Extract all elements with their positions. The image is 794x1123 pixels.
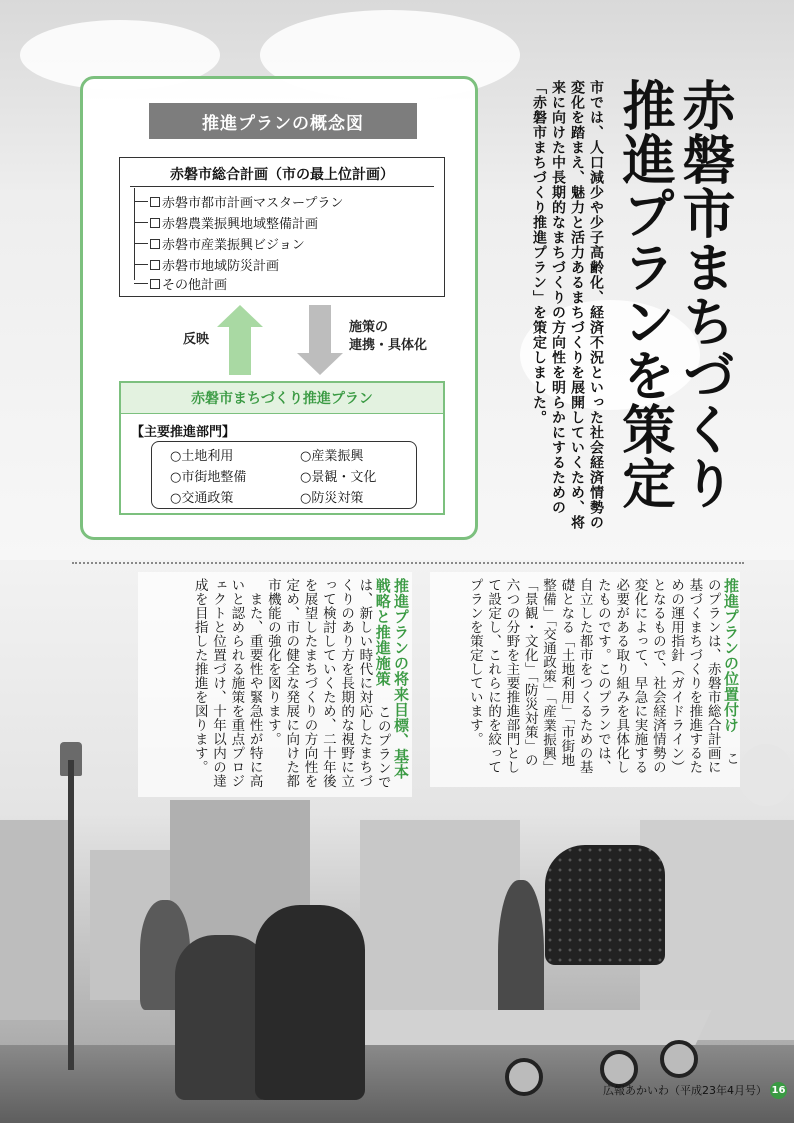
section1	[432, 578, 740, 778]
department-item: ○産業振興	[300, 449, 364, 464]
department-item: ○交通政策	[170, 491, 234, 506]
checkbox-icon	[150, 197, 160, 207]
reflect-label: 反映	[183, 332, 210, 347]
stroller	[545, 845, 665, 965]
promotion-plan-heading: 赤磐市まちづくり推進プラン	[121, 383, 443, 414]
departments-box	[151, 441, 417, 509]
comprehensive-plan-box	[119, 157, 445, 297]
department-item: ○土地利用	[170, 449, 234, 464]
department-item: ○防災対策	[300, 491, 364, 506]
plan-item: 赤磐市産業振興ビジョン	[134, 234, 305, 253]
section2	[140, 578, 410, 790]
checkbox-icon	[150, 239, 160, 249]
page-footer	[603, 1080, 787, 1100]
arrow-down-icon	[297, 305, 343, 375]
plan-item: その他計画	[134, 274, 227, 293]
comprehensive-plan-heading: 赤磐市総合計画（市の最上位計画）	[170, 167, 394, 183]
plan-item: 赤磐市都市計画マスタープラン	[134, 192, 343, 211]
plan-item: 赤磐市地域防災計画	[134, 255, 279, 274]
stroller-wheel	[660, 1040, 698, 1078]
arrow-up-icon	[217, 305, 263, 375]
plan-item: 赤磐農業振興地域整備計画	[134, 213, 318, 232]
section2-body: このプランでは、新しい時代に対応したまちづくりのあり方を長期的な視野に立って検討していくため、二十年後を展望したまちづくりの方向性を定め、市の健全な発展に向けた都市機能の強化を図ります。 また、重要性や緊急性が特に高いと認められる施策を重点プロジェクトと位置づけ、十年以内の達成を目指した推進を図ります。	[191, 578, 391, 790]
promotion-plan-box	[119, 381, 445, 515]
page-number: 16	[770, 1082, 787, 1099]
balloon	[738, 744, 794, 806]
page-title: 赤磐市まちづくり推進プランを策定	[614, 78, 735, 510]
lead-paragraph: 市では、人口減少や少子高齢化、経済不況といった社会経済情勢の変化を踏まえ、魅力と活力あるまちづくりを展開していくため、将来に向けた中長期的なまちづくりの方向性を明らかにするための「赤磐市まちづくり推進プラン」を策定しました。	[531, 80, 604, 530]
checkbox-icon	[150, 279, 160, 289]
coordination-label-line1: 施策の	[349, 320, 389, 335]
street-lamp-pole	[68, 760, 74, 1070]
section2-heading: 推進プランの将来目標、基本戦略と推進施策	[373, 578, 410, 780]
concept-diagram	[80, 76, 478, 540]
checkbox-icon	[150, 260, 160, 270]
section-divider	[72, 562, 744, 564]
department-item: ○景観・文化	[300, 470, 377, 485]
checkbox-icon	[150, 218, 160, 228]
concept-title: 推進プランの概念図	[149, 103, 417, 139]
main-departments-label: 【主要推進部門】	[131, 425, 236, 440]
divider	[130, 186, 434, 187]
section1-heading: 推進プランの位置付け	[722, 578, 740, 733]
department-item: ○市街地整備	[170, 470, 247, 485]
publication-name: 広報あかいわ（平成23年4月号）	[603, 1084, 767, 1097]
house	[360, 820, 520, 1010]
house	[0, 820, 70, 1020]
person-man	[255, 905, 365, 1100]
coordination-label-line2: 連携・具体化	[349, 338, 428, 353]
section1-body: このプランは、赤磐市総合計画に基づくまちづくりを推進するための運用指針（ガイドライン）となるもので、社会経済情勢の変化によって、早急に実施する必要がある取り組みを具体化したものです。このプランでは、自立した都市をつくるための基礎となる「土地利用」「市街地整備」「交通政策」「産業振興」「景観・文化」「防災対策」の六つの分野を主要推進部門として設定し、これらに的を絞ってプランを策定しています。	[466, 578, 739, 775]
stroller-wheel	[505, 1058, 543, 1096]
